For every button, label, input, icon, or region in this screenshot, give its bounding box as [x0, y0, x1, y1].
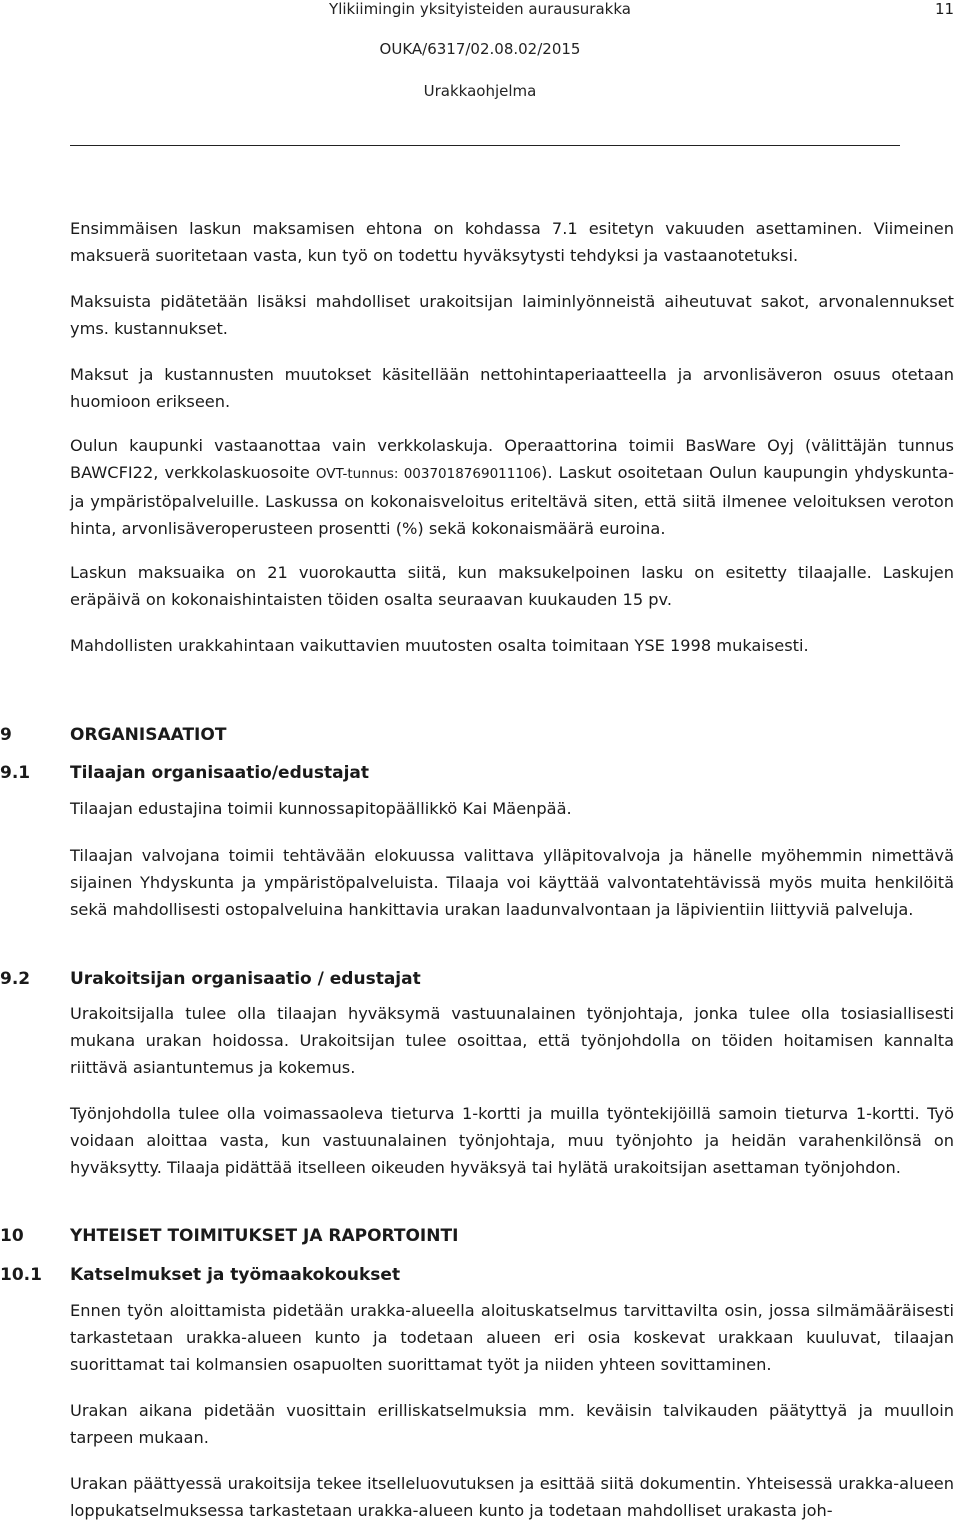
section-title: Urakoitsijan organisaatio / edustajat — [70, 969, 421, 989]
header-reference-number: OUKA/6317/02.08.02/2015 — [379, 40, 581, 58]
paragraph-first-invoice: Ensimmäisen laskun maksamisen ehtona on kohdassa 7.1 esitetyn vakuuden asettaminen. Viimeinen maksuerä suoritetaan vasta, kun työ on todettu hyväksytysti tehdyksi ja vastaanotetuksi. — [70, 219, 954, 265]
section-title: YHTEISET TOIMITUKSET JA RAPORTOINTI — [70, 1226, 459, 1246]
section-title: Tilaajan organisaatio/edustajat — [70, 763, 369, 783]
e-invoicing-text-1: Oulun kaupunki vastaanottaa vain verkkolaskuja. Operaattorina toimii BasWare Oyj (välittäjän tunnus BAWCFI22, verkkolaskuosoite — [70, 436, 954, 482]
paragraph-client-supervisor: Tilaajan valvojana toimii tehtävään elokuussa valittava ylläpitovalvoja ja hänelle myöhemmin nimettävä sijainen Yhdyskunta ja ympäristöpalveluista. Tilaaja voi käyttää valvontatehtävissä myös muita henkilöitä sekä mahdollisesti ostopalveluina hankittavia urakan laadunvalvontaan ja läpivientiin liittyviä palveluja. — [70, 846, 954, 919]
header-rule — [70, 145, 900, 146]
header-document-title: Ylikiimingin yksityisteiden aurausurakka — [329, 0, 631, 18]
paragraph-initial-inspection: Ennen työn aloittamista pidetään urakka-alueella aloituskatselmus tarvittavilta osin, jossa silmämääräisesti tarkastetaan urakka-alueen kunto ja todetaan alueen eri osia koskevat urakkaan kuuluvat, tilaajan suorittamat tai kolmansien osapuolten suorittamat työt ja niiden yhteen sovittaminen. — [70, 1301, 954, 1374]
section-number: 10.1 — [0, 1265, 42, 1285]
paragraph-client-representatives: Tilaajan edustajina toimii kunnossapitopäällikkö Kai Mäenpää. — [70, 799, 572, 818]
page-number: 11 — [935, 0, 955, 18]
paragraph-net-pricing: Maksut ja kustannusten muutokset käsitellään nettohintaperiaatteella ja arvonlisäveron osuus otetaan huomioon erikseen. — [70, 365, 954, 411]
paragraph-contract-changes: Mahdollisten urakkahintaan vaikuttavien muutosten osalta toimitaan YSE 1998 mukaisesti. — [70, 636, 809, 655]
paragraph-contractor-supervisor: Urakoitsijalla tulee olla tilaajan hyväksymä vastuunalainen työnjohtaja, jonka tulee olla tosiasiallisesti mukana urakan hoidossa. Urakoitsijan tulee osoittaa, että työnjohdolla on töiden hoitamisen kannalta riittävä asiantuntemus ja kokemus. — [70, 1004, 954, 1077]
paragraph-e-invoicing — [70, 432, 954, 542]
ovt-identifier: OVT-tunnus: 0037018769011106 — [315, 466, 542, 482]
e-invoicing-text-2: ). Laskut osoitetaan Oulun kaupungin yhdyskunta- ja ympäristöpalveluille. Laskussa on kokonaisveloitus eriteltävä siten, että siitä ilmenee veloituksen veroton hinta, arvonlisäveroperusteen prosentti (%) sekä kokonaismäärä euroina. — [70, 463, 954, 538]
paragraph-periodic-inspections: Urakan aikana pidetään vuosittain erilliskatselmuksia mm. keväisin talvikauden päätyttyä ja muulloin tarpeen mukaan. — [70, 1401, 954, 1447]
header-document-type: Urakkaohjelma — [423, 82, 537, 100]
section-title: Katselmukset ja työmaakokoukset — [70, 1265, 401, 1285]
section-number: 10 — [0, 1226, 24, 1246]
section-title: ORGANISAATIOT — [70, 725, 227, 745]
paragraph-final-inspection: Urakan päättyessä urakoitsija tekee itselleluovutuksen ja esittää siitä dokumentin. Yhteisessä urakka-alueen loppukatselmuksessa tarkastetaan urakka-alueen kunto ja todetaan mahdolliset urakasta joh- — [70, 1474, 954, 1520]
section-number: 9 — [0, 725, 12, 745]
section-number: 9.2 — [0, 969, 31, 989]
paragraph-payment-terms: Laskun maksuaika on 21 vuorokautta siitä, kun maksukelpoinen lasku on esitetty tilaajalle. Laskujen eräpäivä on kokonaishintaisten töiden osalta seuraavan kuukauden 15 pv. — [70, 563, 954, 609]
paragraph-road-safety-cards: Työnjohdolla tulee olla voimassaoleva tieturva 1-kortti ja muilla työntekijöillä samoin tieturva 1-kortti. Työ voidaan aloittaa vasta, kun vastuunalainen työnjohtaja, muu työnjohto ja heidän varahenkilönsä on hyväksytty. Tilaaja pidättää itselleen oikeuden hyväksyä tai hylätä urakoitsijan asettaman työnjohdon. — [70, 1104, 954, 1177]
section-number: 9.1 — [0, 763, 31, 783]
paragraph-deductions: Maksuista pidätetään lisäksi mahdolliset urakoitsijan laiminlyönneistä aiheutuvat sakot, arvonalennukset yms. kustannukset. — [70, 292, 954, 338]
